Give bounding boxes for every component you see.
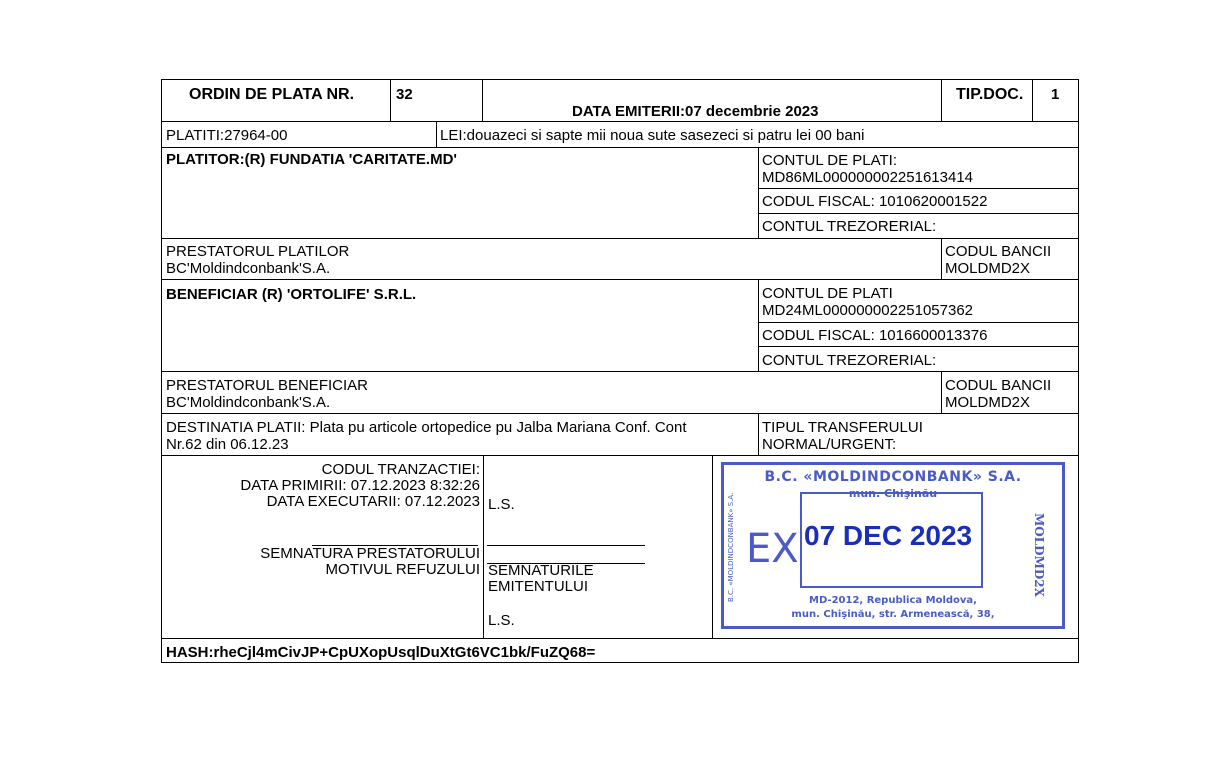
beneficiary-treasury-account: CONTUL TREZORERIAL: [762, 353, 937, 369]
document-hash: HASH:rheCjl4mCivJP+CpUXopUsqlDuXtGt6VC1bk/FuZQ68= [166, 645, 596, 661]
transfer-type-label: TIPUL TRANSFERULUI [762, 420, 923, 436]
ls-bottom: L.S. [488, 613, 515, 629]
platiti-amount: PLATITI:27964-00 [166, 128, 288, 144]
beneficiary-bank-name: BC'Moldindconbank'S.A. [166, 395, 331, 411]
payer-treasury-account: CONTUL TREZORERIAL: [762, 219, 937, 235]
amount-in-words: LEI:douazeci si sapte mii noua sute sasezeci si patru lei 00 bani [440, 128, 865, 144]
payer-name: PLATITOR:(R) FUNDATIA 'CARITATE.MD' [166, 152, 457, 168]
refusal-reason-label: MOTIVUL REFUZULUI [325, 561, 480, 578]
beneficiary-bank-code-label: CODUL BANCII [945, 378, 1052, 394]
stamp-address-line1: MD-2012, Republica Moldova, [809, 595, 977, 606]
processing-info [166, 462, 480, 510]
order-number: 32 [396, 87, 413, 103]
stamp-city: mun. Chişinău [848, 487, 938, 500]
payer-account-value: MD86ML000000002251613414 [762, 170, 974, 186]
payer-fiscal-code: CODUL FISCAL: 1010620001522 [762, 194, 988, 210]
beneficiary-account-value: MD24ML000000002251057362 [762, 303, 974, 319]
beneficiary-name: BENEFICIAR (R) 'ORTOLIFE' S.R.L. [166, 287, 417, 303]
payer-bank-code-label: CODUL BANCII [945, 244, 1052, 260]
payer-bank-name: BC'Moldindconbank'S.A. [166, 261, 331, 277]
transfer-type-value: NORMAL/URGENT: [762, 437, 897, 453]
beneficiary-bank-label: PRESTATORUL BENEFICIAR [166, 378, 368, 394]
stamp-date: 07 DEC 2023 [804, 520, 973, 551]
received-date: DATA PRIMIRII: 07.12.2023 8:32:26 [240, 477, 480, 494]
payment-purpose-line2: Nr.62 din 06.12.23 [166, 437, 289, 453]
payer-bank-code-value: MOLDMD2X [945, 261, 1031, 277]
provider-signature-block [166, 546, 480, 578]
doc-type-value: 1 [1051, 87, 1060, 103]
issuer-signatures-label: SEMNATURILE EMITENTULUI [488, 563, 594, 595]
beneficiary-account-label: CONTUL DE PLATI [762, 286, 893, 302]
payment-purpose-line1: DESTINATIA PLATII: Plata pu articole ortopedice pu Jalba Mariana Conf. Cont [166, 420, 687, 436]
bank-stamp [721, 462, 1065, 629]
stamp-bank-name: B.C. «MOLDINDCONBANK» S.A. [764, 469, 1022, 485]
stamp-ex-mark: EX [746, 526, 799, 572]
ls-top: L.S. [488, 497, 515, 513]
beneficiary-bank-code-value: MOLDMD2X [945, 395, 1031, 411]
provider-signature-label: SEMNATURA PRESTATORULUI [260, 546, 480, 562]
document-title: ORDIN DE PLATA NR. [189, 87, 355, 103]
payment-order-document [161, 79, 1079, 663]
stamp-side-text: B.C. «MOLDINDCONBANK» S.A. [727, 492, 735, 602]
payer-bank-label: PRESTATORUL PLATILOR [166, 244, 350, 260]
stamp-swift: MOLDMD2X [1032, 513, 1046, 597]
doc-type-label: TIP.DOC. [956, 87, 1024, 103]
transaction-code: CODUL TRANZACTIEI: [321, 462, 480, 478]
beneficiary-fiscal-code: CODUL FISCAL: 1016600013376 [762, 328, 988, 344]
execution-date: DATA EXECUTARII: 07.12.2023 [266, 493, 480, 510]
stamp-address-line2: mun. Chişinău, str. Armenească, 38, [791, 609, 995, 620]
payer-account-label: CONTUL DE PLATI: [762, 153, 898, 169]
issue-date: DATA EMITERII:07 decembrie 2023 [572, 104, 819, 120]
